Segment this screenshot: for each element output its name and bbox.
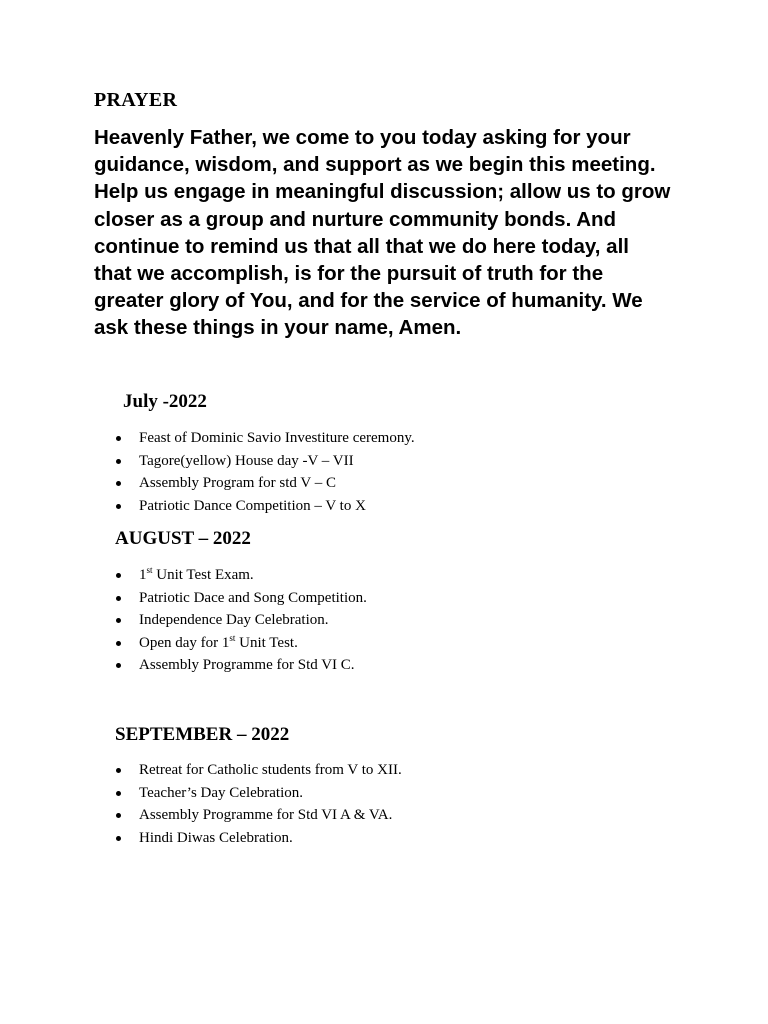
list-item: Hindi Diwas Celebration. bbox=[115, 827, 402, 850]
month-heading-july: July -2022 bbox=[123, 391, 207, 412]
list-item: Teacher’s Day Celebration. bbox=[115, 782, 402, 805]
list-item: Patriotic Dance Competition – V to X bbox=[115, 495, 415, 518]
event-list-september bbox=[115, 759, 402, 849]
event-list-august bbox=[115, 564, 367, 677]
month-heading-september: SEPTEMBER – 2022 bbox=[115, 724, 290, 745]
list-item: Assembly Programme for Std VI A & VA. bbox=[115, 804, 402, 827]
list-item: Tagore(yellow) House day -V – VII bbox=[115, 450, 415, 473]
list-item: Open day for 1st Unit Test. bbox=[115, 632, 367, 655]
month-heading-august: AUGUST – 2022 bbox=[115, 528, 251, 549]
list-item: Assembly Program for std V – C bbox=[115, 472, 415, 495]
prayer-heading: PRAYER bbox=[94, 89, 178, 111]
list-item: Independence Day Celebration. bbox=[115, 609, 367, 632]
list-item: Feast of Dominic Savio Investiture ceremony. bbox=[115, 427, 415, 450]
prayer-text: Heavenly Father, we come to you today asking for your guidance, wisdom, and support as we begin this meeting. Help us engage in meaningful discussion; allow us to grow closer as a group and nurture community bonds. And continue to remind us that all that we do here today, all that we accomplish, is for the pursuit of truth for the greater glory of You, and for the service of humanity. We ask these things in your name, Amen. bbox=[94, 126, 671, 340]
list-item: Retreat for Catholic students from V to XII. bbox=[115, 759, 402, 782]
event-list-july bbox=[115, 427, 415, 517]
list-item: 1st Unit Test Exam. bbox=[115, 564, 367, 587]
list-item: Assembly Programme for Std VI C. bbox=[115, 654, 367, 677]
list-item: Patriotic Dace and Song Competition. bbox=[115, 587, 367, 610]
